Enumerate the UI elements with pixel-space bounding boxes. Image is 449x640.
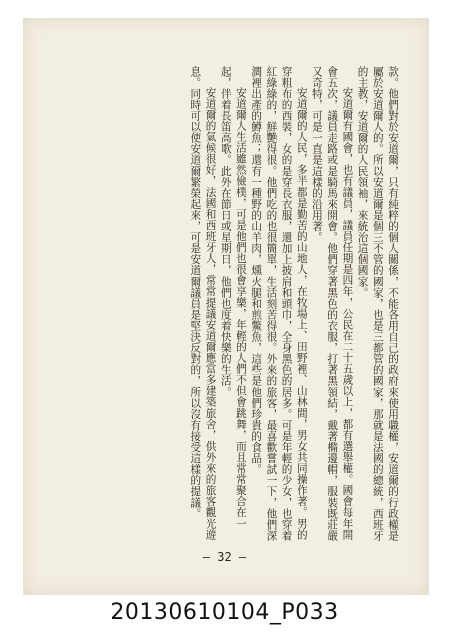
vertical-text-body — [48, 66, 400, 542]
paragraph-2: 安道爾有國會，也有議員，議員任期是四年，公民在二十五歲以上，都有選舉權。國會每年開會五次，議員走路或是騎馬來開會。他們穿著黑色的衣服，打著黑領結，戴著橢邊帽，服裝既莊嚴又奇特，可是一直是這樣的沿用著。 — [310, 66, 354, 542]
paragraph-4: 安道爾人生活雖然儉樸，可是他們也很會享樂，年輕的人們不但會跳舞，而且常常聚合在一起，伴着長笛高歌。此外在節日或星期日，他們也度着快樂的生活。 — [219, 66, 247, 530]
paragraph-3: 安道爾的人民，多半都是勤苦的山地人，在牧場上、田野裡、山林間，男女共同操作著。男的穿粗布的西裝，女的是穿長衣服，還加上披肩和頭巾，全身黑色的居多。可是年輕的少女，也穿着紅綠綠的，鮮艷得很。他們吃的也很簡單，生活刻苦得很。外來的旅客，最喜歡嘗試一下，他們深澗裡出產的鱒魚；還有一種野的山羊肉，燻火腿和煎鱉魚，這些是他們珍貴的食品。 — [250, 66, 308, 542]
image-caption: 20130610104_P033 — [110, 600, 339, 625]
page-number: — 32 — — [202, 550, 247, 564]
paragraph-5: 安道爾的氣候很好，法國和西班牙人，常常提議安道爾應當多建築旅舍，供外來的旅客觀光遊息。同時可以使安道爾繁榮起來，可是安道爾議員是堅決反對的，所以沒有接受這樣的提議。 — [189, 66, 217, 541]
paragraph-1: 款。他們對於安道爾，只有純粹的個人關係，不能各用自己的政府來使用職權，安道爾的行政權是屬於安道爾人的。所以安道爾是個三不管的國家，也是三都管的國家，那就是法國的總統，西班牙的主教，安道爾的人民領袖，來統治這個國家。 — [356, 66, 399, 542]
